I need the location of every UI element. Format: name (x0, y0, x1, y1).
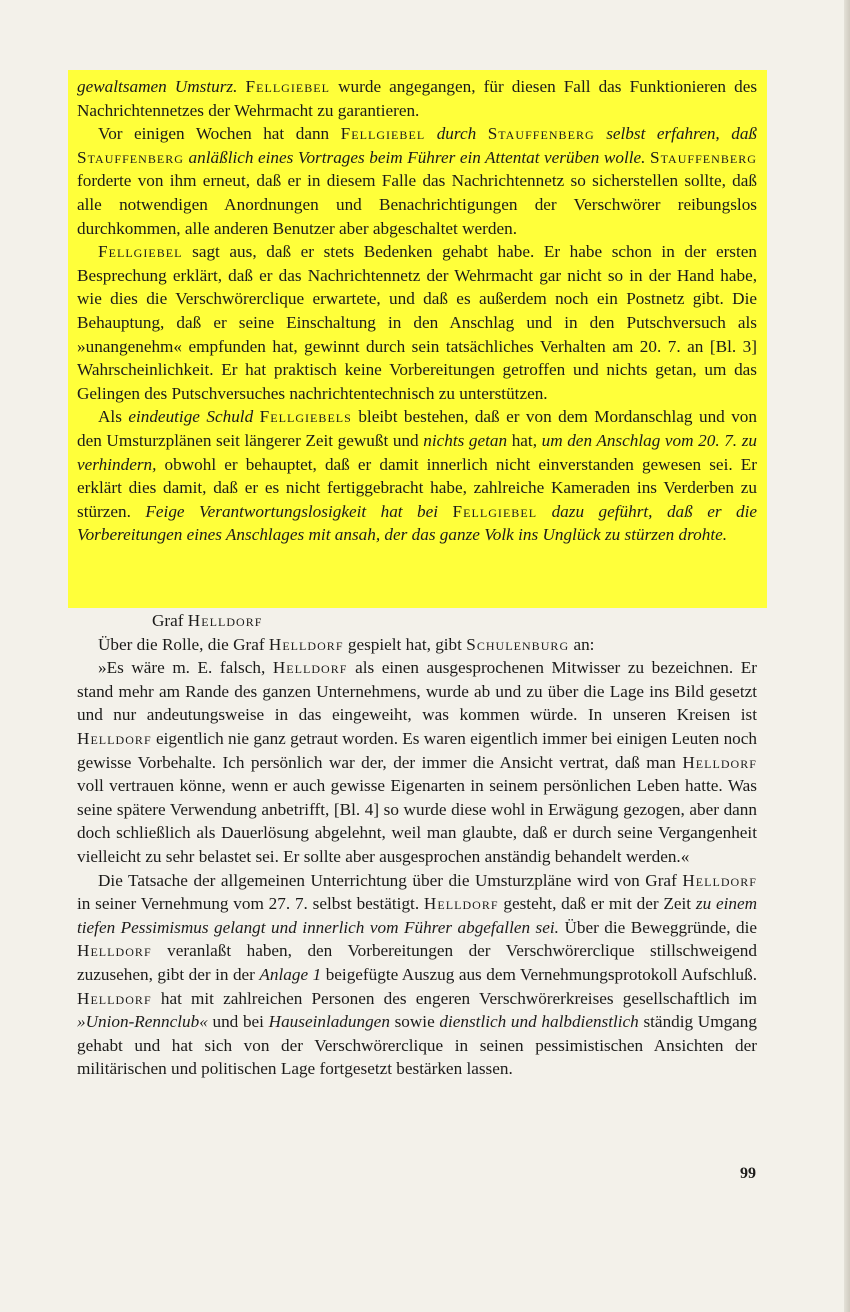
paragraph-7: Die Tatsache der allgemeinen Unterrichtung über die Umsturzpläne wird von Graf Helldorf in seiner Vernehmung vom 27. 7. selbst bestätigt. Helldorf gesteht, daß er mit der Zeit zu einem tiefen Pessimismus gelangt und innerlich vom Führer abgefallen sei. Über die Beweggründe, die Helldorf veranlaßt haben, den Vorbereitungen der Verschwörerclique stillschweigend zuzusehen, gibt der in der Anlage 1 beigefügte Auszug aus dem Vernehmungsprotokoll Aufschluß. Helldorf hat mit zahlreichen Personen des engeren Verschwörerkreises gesellschaftlich im »Union-Rennclub« und bei Hauseinladungen sowie dienstlich und halbdienstlich ständig Umgang gehabt und hat sich von der Verschwörerclique in seinen pessimistischen Ansichten der militärischen und politischen Lage fortgesetzt bestärken lassen. (77, 870, 758, 1079)
italic-span: dienstlich und halbdienstlich (439, 1012, 639, 1032)
paragraph-2: Vor einigen Wochen hat dann Fellgiebel durch Stauffenberg selbst erfahren, daß Stauffenberg anläßlich eines Vortrages beim Führer ein Attentat verüben wolle. Stauffenberg forderte von ihm erneut, daß er in diesem Falle das Nachrichtennetz so sicherstellen sollte, daß alle notwendigen Anordnungen und Benachrichtigungen der Verschwörer reibungslos durchkommen, alle anderen Benutzer aber abgeschaltet werden. (77, 124, 758, 238)
name-helldorf: Helldorf (187, 611, 263, 630)
page-edge (844, 0, 850, 1312)
body-text-block (77, 609, 757, 1081)
paragraph-6-quote: »Es wäre m. E. falsch, Helldorf als einen ausgesprochenen Mitwisser zu bezeichnen. Er stand mehr am Rande des ganzen Unternehmens, wurde ab und zu über die Lage ins Bild gesetzt und nur andeutungsweise in das eingeweiht, was kommen würde. In unseren Kreisen ist Helldorf eigentlich nie ganz getraut worden. Es waren eigentlich immer bei einigen Leuten noch gewisse Vorbehalte. Ich persönlich war der, der immer die Ansicht vertrat, daß man Helldorf voll vertrauen könne, wenn er auch gewisse Eigenarten in seinem persönlichen Leben hatte. Was seine spätere Verwendung anbetrifft, [Bl. 4] so wurde diese wohl in Erwägung gezogen, aber dann doch schließlich als Dauerlösung abgelehnt, weil man glaubte, daß er durch seine Vergangenheit vielleicht zu sehr belastet sei. Er sollte aber ausgesprochen anständig behandelt werden.« (77, 658, 757, 866)
name-stauffenberg: Stauffenberg (77, 147, 184, 167)
name-helldorf: Helldorf (268, 634, 344, 654)
paragraph-3: Fellgiebel sagt aus, daß er stets Bedenken gehabt habe. Er habe schon in der ersten Besprechung erklärt, daß er das Nachrichtennetz der Wehrmacht gar nicht so in der Hand habe, wie dies die Verschwörerclique erwartete, und daß es außerdem noch ein Postnetz gibt. Die Behauptung, daß er seine Einschaltung in den Anschlag und in den Putschversuch als »unangenehm« empfunden hat, gewinnt durch sein tatsächliches Verhalten am 20. 7. an [Bl. 3] Wahrscheinlichkeit. Er hat praktisch keine Vorbereitungen getroffen und nichts getan, um das Gelingen des Putschversuches nachrichtentechnisch zu unterstützen. (77, 242, 757, 403)
page-number: 99 (740, 1165, 756, 1182)
italic-span: nichts getan (423, 430, 508, 450)
italic-span: selbst erfahren, daß (606, 124, 758, 144)
name-fellgiebel: Fellgiebel (452, 501, 538, 521)
italic-span: Feige Verantwortungslosigkeit hat bei (145, 501, 439, 521)
name-fellgiebel: Fellgiebel (98, 242, 183, 262)
name-fellgiebels: Fellgiebels (259, 407, 352, 427)
name-helldorf: Helldorf (272, 658, 348, 678)
italic-span: »Union-Rennclub« (77, 1012, 208, 1032)
paragraph-4: Als eindeutige Schuld Fellgiebels bleibt bestehen, daß er von dem Mordanschlag und von den Umsturzplänen seit längerer Zeit gewußt und nichts getan hat, um den Anschlag vom 20. 7. zu verhindern, obwohl er behauptet, daß er damit innerlich nicht einverstanden gewesen sei. Er erklärt dies damit, daß er es nicht fertiggebracht habe, zahlreiche Kameraden ins Verderben zu stürzen. Feige Verantwortungslosigkeit hat bei Fellgiebel dazu geführt, daß er die Vorbereitungen eines Anschlages mit ansah, der das ganze Volk ins Unglück zu stürzen drohte. (77, 407, 758, 545)
name-helldorf: Helldorf (682, 752, 757, 772)
name-stauffenberg: Stauffenberg (487, 124, 595, 144)
name-helldorf: Helldorf (423, 894, 499, 914)
name-fellgiebel: Fellgiebel (340, 124, 426, 144)
italic-span: um den Anschlag vom 20. 7. zu verhindern, (77, 430, 757, 474)
italic-span: durch (436, 124, 477, 144)
name-helldorf: Helldorf (77, 941, 152, 961)
italic-span: gewaltsamen Umsturz. (77, 77, 238, 96)
name-schulenburg: Schulenburg (466, 634, 570, 654)
italic-span: anläßlich eines Vortrages beim Führer ein Attentat verüben wolle. (188, 147, 646, 167)
name-stauffenberg: Stauffenberg (650, 147, 757, 167)
name-helldorf: Helldorf (77, 988, 152, 1008)
paragraph-1: gewaltsamen Umsturz. Fellgiebel wurde angegangen, für diesen Fall das Funktionieren des Nachrichtennetzes der Wehrmacht zu garantieren. (77, 77, 758, 120)
name-helldorf: Helldorf (77, 728, 152, 748)
section-heading: Graf Helldorf (152, 611, 263, 630)
italic-span: eindeutige Schuld (128, 407, 254, 427)
paragraph-5: Über die Rolle, die Graf Helldorf gespielt hat, gibt Schulenburg an: (98, 634, 595, 654)
name-helldorf: Helldorf (682, 870, 757, 890)
italic-span: Hauseinladungen (268, 1012, 390, 1032)
name-fellgiebel: Fellgiebel (245, 77, 331, 96)
italic-span: Anlage 1 (259, 964, 322, 984)
highlighted-text-block (77, 75, 757, 547)
italic-span: dazu geführt, daß er die Vorbereitungen eines Anschlages mit ansah, der das ganze Volk ins Unglück zu stürzen drohte. (77, 501, 758, 545)
italic-span: zu einem tiefen Pessimismus gelangt und innerlich vom Führer abgefallen sei. (77, 894, 757, 937)
